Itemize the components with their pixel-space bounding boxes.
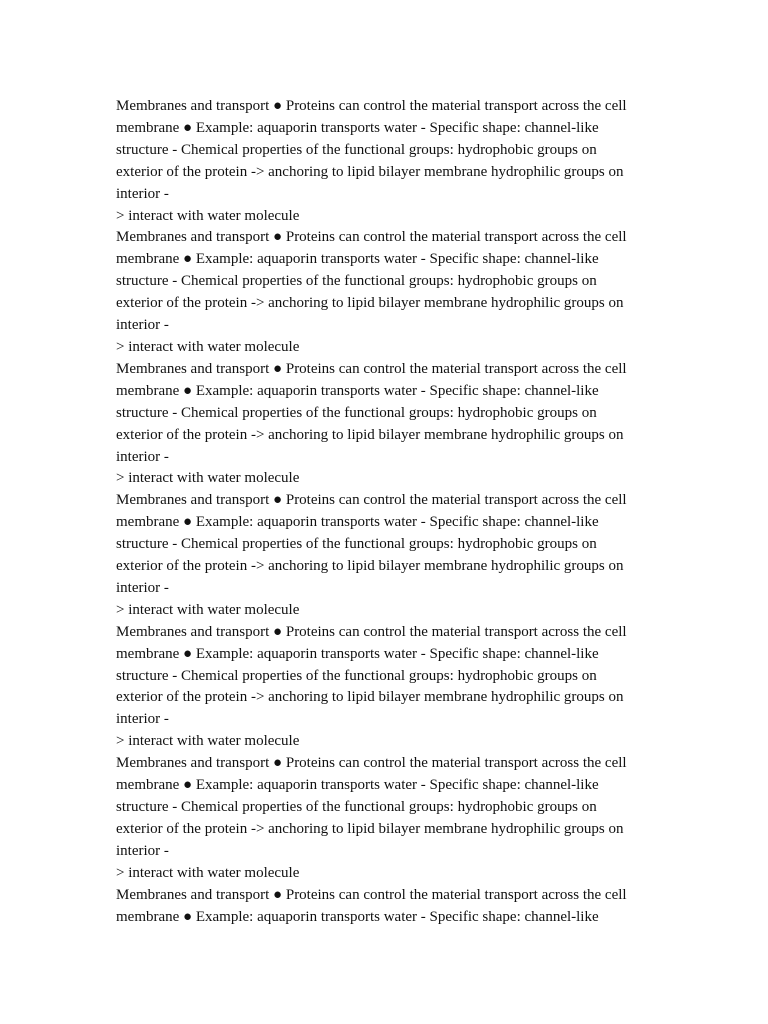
paragraph: [116, 490, 656, 621]
text-line: membrane ● Example: aquaporin transports water - Specific shape: channel-like: [116, 119, 599, 136]
paragraph: [116, 622, 656, 753]
text-line: membrane ● Example: aquaporin transports water - Specific shape: channel-like: [116, 645, 599, 662]
text-line: structure - Chemical properties of the functional groups: hydrophobic groups on: [116, 536, 597, 553]
text-line: > interact with water molecule: [116, 733, 300, 750]
text-line: interior -: [116, 579, 169, 596]
text-line: structure - Chemical properties of the functional groups: hydrophobic groups on: [116, 273, 597, 290]
text-line: interior -: [116, 317, 169, 334]
text-line: membrane ● Example: aquaporin transports water - Specific shape: channel-like: [116, 514, 599, 531]
text-line: exterior of the protein -> anchoring to lipid bilayer membrane hydrophilic groups on: [116, 689, 624, 706]
paragraph: [116, 359, 656, 490]
text-line: structure - Chemical properties of the functional groups: hydrophobic groups on: [116, 404, 597, 421]
text-line: Membranes and transport ● Proteins can control the material transport across the cell: [116, 98, 627, 114]
text-line: interior -: [116, 842, 169, 859]
text-line: membrane ● Example: aquaporin transports water - Specific shape: channel-like: [116, 777, 599, 794]
text-line: exterior of the protein -> anchoring to lipid bilayer membrane hydrophilic groups on: [116, 426, 624, 443]
text-line: exterior of the protein -> anchoring to lipid bilayer membrane hydrophilic groups on: [116, 558, 624, 575]
text-line: interior -: [116, 185, 169, 202]
text-line: membrane ● Example: aquaporin transports water - Specific shape: channel-like: [116, 908, 599, 925]
text-line: exterior of the protein -> anchoring to lipid bilayer membrane hydrophilic groups on: [116, 820, 624, 837]
document-body: [116, 96, 656, 928]
text-line: Membranes and transport ● Proteins can control the material transport across the cell: [116, 886, 627, 903]
paragraph: [116, 96, 656, 227]
text-line: > interact with water molecule: [116, 338, 300, 355]
text-line: membrane ● Example: aquaporin transports water - Specific shape: channel-like: [116, 382, 599, 399]
text-line: exterior of the protein -> anchoring to lipid bilayer membrane hydrophilic groups on: [116, 295, 624, 312]
text-line: > interact with water molecule: [116, 601, 300, 618]
text-line: Membranes and transport ● Proteins can control the material transport across the cell: [116, 360, 627, 377]
text-line: structure - Chemical properties of the functional groups: hydrophobic groups on: [116, 667, 597, 684]
text-line: structure - Chemical properties of the functional groups: hydrophobic groups on: [116, 799, 597, 815]
text-line: Membranes and transport ● Proteins can control the material transport across the cell: [116, 623, 627, 640]
text-line: > interact with water molecule: [116, 470, 300, 487]
text-line: Membranes and transport ● Proteins can control the material transport across the cell: [116, 492, 627, 509]
text-line: interior -: [116, 448, 169, 465]
text-line: > interact with water molecule: [116, 864, 300, 881]
text-line: Membranes and transport ● Proteins can control the material transport across the cell: [116, 755, 627, 772]
text-line: interior -: [116, 711, 169, 728]
text-line: membrane ● Example: aquaporin transports water - Specific shape: channel-like: [116, 251, 599, 268]
paragraph: [116, 753, 656, 884]
text-line: Membranes and transport ● Proteins can control the material transport across the cell: [116, 229, 627, 246]
text-line: > interact with water molecule: [116, 207, 300, 224]
paragraph: [116, 227, 656, 358]
paragraph: [116, 885, 656, 929]
text-line: exterior of the protein -> anchoring to lipid bilayer membrane hydrophilic groups on: [116, 163, 624, 180]
text-line: structure - Chemical properties of the functional groups: hydrophobic groups on: [116, 141, 597, 158]
